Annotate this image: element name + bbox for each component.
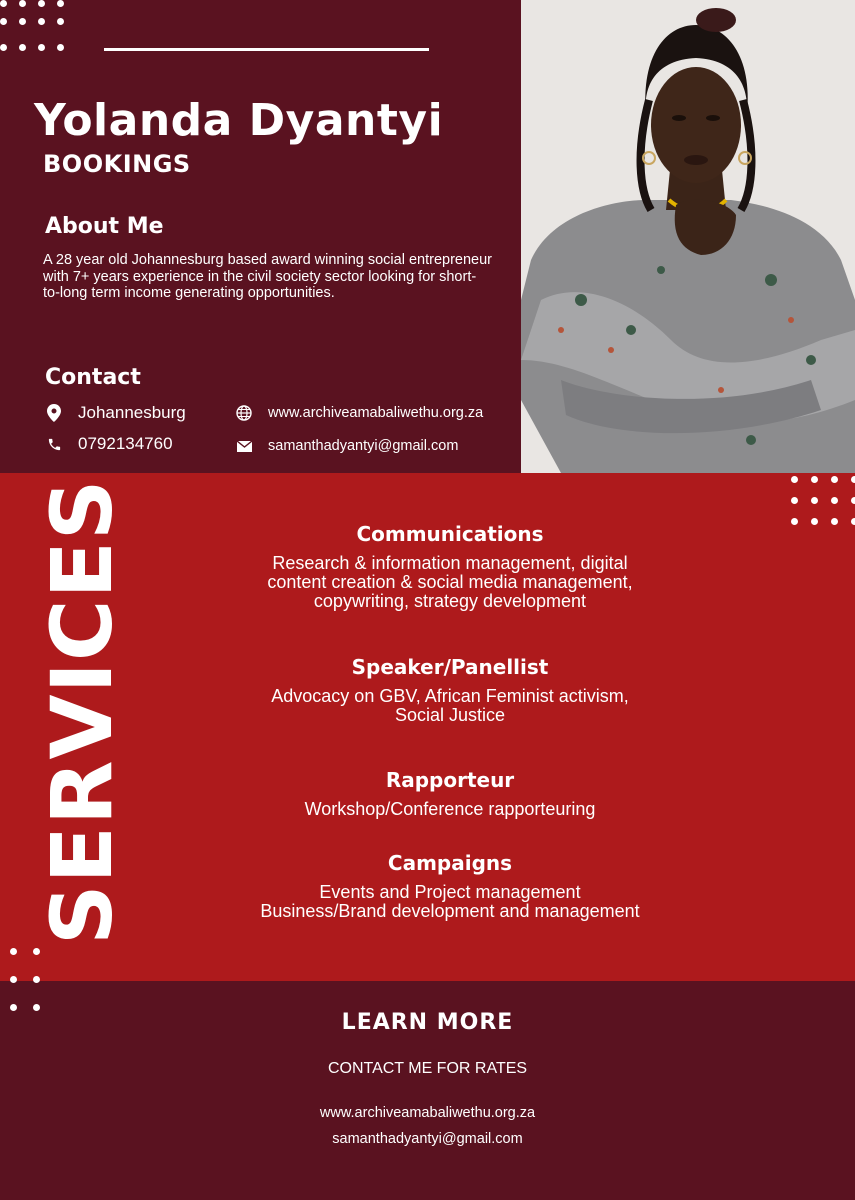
contact-location: [45, 403, 186, 423]
service-desc-line: Advocacy on GBV, African Feminist activism,: [271, 686, 629, 706]
service-rapporteur: [200, 768, 700, 819]
location-pin-icon: [45, 404, 63, 422]
bookings-subtitle: BOOKINGS: [43, 150, 191, 178]
service-title: Speaker/Panellist: [351, 655, 549, 679]
phone-icon: [45, 435, 63, 453]
service-title: Communications: [356, 522, 544, 546]
contact-email: [235, 437, 458, 455]
header-rule: [104, 48, 429, 51]
service-desc-line: Social Justice: [394, 705, 506, 725]
service-campaigns: [200, 851, 700, 921]
footer-email-link[interactable]: samanthadyantyi@gmail.com: [332, 1131, 523, 1147]
rates-text: CONTACT ME FOR RATES: [327, 1060, 528, 1077]
service-desc-line: Research & information management, digital: [272, 553, 628, 573]
service-desc-line: Business/Brand development and management: [260, 901, 640, 921]
service-desc-line: Workshop/Conference rapporteuring: [304, 799, 596, 819]
contact-website: [235, 404, 483, 422]
phone-link[interactable]: 0792134760: [78, 434, 173, 453]
about-text: A 28 year old Johannesburg based award winning social entrepreneur with 7+ years experience in the civil society sector looking for short-to-long term income generating opportunities.: [43, 252, 492, 301]
service-desc-line: copywriting, strategy development: [313, 591, 587, 611]
footer-website-link[interactable]: www.archiveamabaliwethu.org.za: [319, 1105, 536, 1121]
website-link[interactable]: www.archiveamabaliwethu.org.za: [268, 405, 484, 421]
service-title: Rapporteur: [385, 768, 515, 792]
portrait-photo: [521, 0, 855, 473]
service-desc-line: content creation & social media management,: [267, 572, 633, 592]
services-vertical-title: SERVICES: [33, 478, 131, 945]
service-desc-line: Events and Project management: [319, 882, 581, 902]
service-speaker-panellist: [200, 655, 700, 725]
email-link[interactable]: samanthadyantyi@gmail.com: [268, 438, 459, 454]
envelope-icon: [235, 437, 253, 455]
about-heading: About Me: [45, 214, 164, 239]
globe-icon: [235, 404, 253, 422]
service-communications: [200, 522, 700, 611]
contact-heading: Contact: [45, 365, 141, 390]
contact-phone: [45, 434, 173, 454]
service-title: Campaigns: [387, 851, 513, 875]
person-name: Yolanda Dyantyi: [34, 95, 444, 146]
location-text: Johannesburg: [78, 403, 186, 422]
learn-more-heading: LEARN MORE: [341, 1010, 514, 1035]
